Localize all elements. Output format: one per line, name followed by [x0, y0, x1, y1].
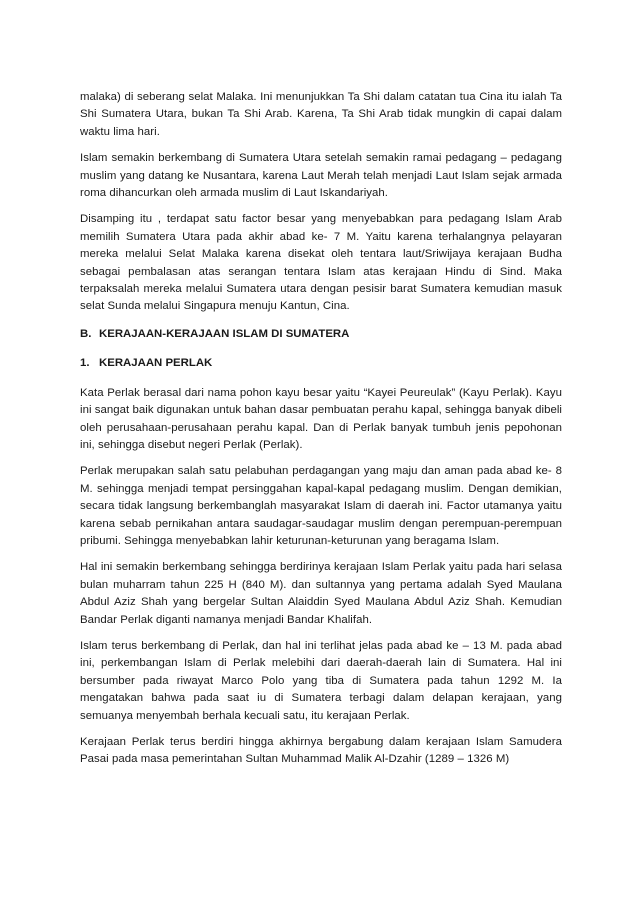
section-heading-title: KERAJAAN-KERAJAAN ISLAM DI SUMATERA — [99, 327, 350, 340]
paragraph-kata-perlak: Kata Perlak berasal dari nama pohon kayu besar yaitu “Kayei Peureulak” (Kayu Perlak). Kayu ini sangat baik digunakan untuk bahan dasar pembuatan perahu kapal, sehingga banyak dibeli oleh perusahaan-perusahaan perahu kapal. Dan di Perlak banyak tumbuh jenis pepohonan ini, sehingga disebut negeri Perlak (Perlak). — [80, 386, 562, 451]
subsection-heading — [80, 355, 562, 372]
paragraph-disamping-itu: Disamping itu , terdapat satu factor besar yang menyebabkan para pedagang Islam Arab memilih Sumatera Utara pada akhir abad ke- 7 M. Yaitu karena terhalangnya pelayaran mereka melalui Selat Malaka karena disekat oleh tentara laut/Sriwijaya kerajaan Budha sebagai pembalasan atas serangan tentara Islam atas kerajaan Hindu di Sind. Maka terpaksalah mereka melalui Sumatera utara dengan pesisir barat Sumatera kemudian masuk selat Sunda melalui Singapura menuju Kantun, Cina. — [80, 213, 562, 313]
section-heading — [80, 326, 562, 343]
paragraph-ta-shi: malaka) di seberang selat Malaka. Ini menunjukkan Ta Shi dalam catatan tua Cina itu ialah Ta Shi Sumatera Utara, bukan Ta Shi Arab. Karena, Ta Shi Arab tidak mungkin di capai dalam waktu lima hari. — [80, 91, 562, 138]
paragraph-pelabuhan: Perlak merupakan salah satu pelabuhan perdagangan yang maju dan aman pada abad ke- 8 M. sehingga menjadi tempat persinggahan kapal-kapal pedagang muslim. Dengan demikian, secara tidak langsung berkembanglah masyarakat Islam di daerah ini. Factor utamanya yaitu karena sebab pernikahan antara saudagar-saudagar muslim dengan perempuan-perempuan pribumi. Sehingga menyebabkan lahir keturunan-keturunan yang beragama Islam. — [80, 465, 562, 547]
subsection-heading-title: KERAJAAN PERLAK — [99, 357, 213, 370]
paragraph-berdirinya-kerajaan: Hal ini semakin berkembang sehingga berdirinya kerajaan Islam Perlak yaitu pada hari selasa bulan muharram tahun 225 H (840 M). dan sultannya yang pertama adalah Syed Maulana Abdul Aziz Shah yang bergelar Sultan Alaiddin Syed Maulana Abdul Aziz Shah. Kemudian Bandar Perlak diganti namanya menjadi Bandar Khalifah. — [80, 561, 562, 626]
paragraph-marco-polo: Islam terus berkembang di Perlak, dan hal ini terlihat jelas pada abad ke – 13 M. pada abad ini, perkembangan Islam di Perlak melebihi dari daerah-daerah lain di Sumatera. Hal ini bersumber pada riwayat Marco Polo yang tiba di Sumatera pada tahun 1292 M. Ia mengatakan bahwa pada saat iu di Sumatera terbagi dalam delapan kerajaan, yang semuanya menyembah berhala kecuali satu, itu kerajaan Perlak. — [80, 639, 562, 722]
subsection-heading-number: 1. — [80, 357, 90, 370]
paragraph-islam-berkembang: Islam semakin berkembang di Sumatera Utara setelah semakin ramai pedagang – pedagang muslim yang datang ke Nusantara, karena Laut Merah telah menjadi Laut Islam sejak armada roma dihancurkan oleh armada muslim di Laut Iskandariyah. — [80, 152, 562, 200]
document-body — [80, 89, 562, 778]
section-heading-number: B. — [80, 327, 92, 340]
paragraph-samudera-pasai: Kerajaan Perlak terus berdiri hingga akhirnya bergabung dalam kerajaan Islam Samudera Pasai pada masa pemerintahan Sultan Muhammad Malik Al-Dzahir (1289 – 1326 M) — [80, 736, 562, 766]
